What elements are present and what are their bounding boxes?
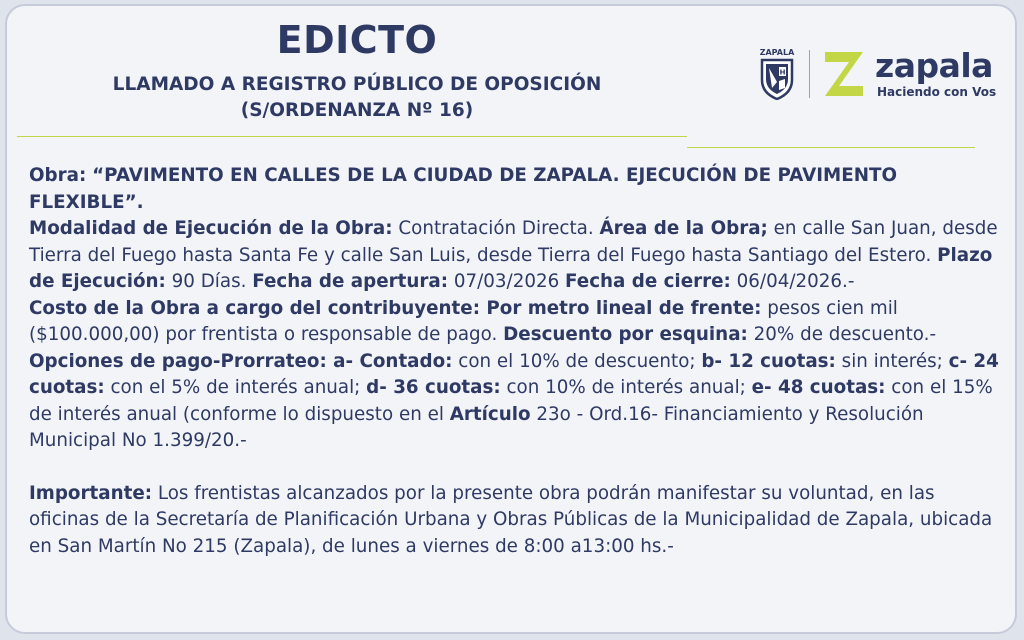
municipal-crest-icon: [759, 48, 795, 100]
option-d-label: d- 36 cuotas:: [366, 377, 501, 398]
municipality-logo: [759, 46, 999, 106]
obra-value: “PAVIMENTO EN CALLES DE LA CIUDAD DE ZAPALA. EJECUCIÓN DE PAVIMENTO FLEXIBLE”.: [29, 165, 898, 213]
edict-card: [5, 4, 1017, 634]
obra-paragraph: [29, 163, 1004, 216]
modalidad-label: Modalidad de Ejecución de la Obra:: [29, 218, 393, 239]
option-b-label: b- 12 cuotas:: [701, 350, 836, 372]
divider-right: [687, 147, 975, 148]
plazo-value: 90 Días.: [165, 271, 253, 292]
importante-paragraph: [29, 481, 1004, 561]
articulo-value: 23o - Ord.16- Financiamiento y Resolución Municipal No 1.399/20.-: [29, 403, 924, 451]
costo-value: pesos cien mil ($100.000,00) por frentista o responsable de pago.: [29, 297, 898, 345]
apertura-value: 07/03/2026: [448, 271, 566, 292]
svg-text:H: H: [779, 68, 786, 77]
brand-name: zapala: [875, 46, 993, 85]
costo-paragraph: [29, 296, 1004, 455]
articulo-label: Artículo: [449, 403, 531, 425]
costo-label: Costo de la Obra a cargo del contribuyente: Por metro lineal de frente:: [29, 297, 762, 319]
divider-left: [17, 136, 687, 137]
page-title: EDICTO: [276, 18, 438, 62]
opciones-value: con el 10% de descuento;: [452, 350, 702, 372]
importante-label: Importante:: [29, 482, 153, 504]
opciones-label: Opciones de pago-Prorrateo: a- Contado:: [29, 350, 453, 372]
area-label: Área de la Obra;: [599, 218, 768, 239]
logo-separator: [809, 50, 810, 98]
z-logo-icon: [821, 48, 867, 100]
option-c-value: con el 5% de interés anual;: [104, 377, 367, 398]
modalidad-value: Contratación Directa.: [392, 218, 600, 239]
option-c-label: c- 24 cuotas:: [29, 350, 999, 398]
option-e-label: e- 48 cuotas:: [751, 377, 886, 398]
edict-body: [29, 163, 1004, 560]
descuento-label: Descuento por esquina:: [503, 324, 748, 345]
page-subtitle: [7, 72, 707, 124]
plazo-label: Plazo de Ejecución:: [29, 244, 993, 292]
importante-value: Los frentistas alcanzados por la presente obra podrán manifestar su voluntad, en las oficinas de la Secretaría de Planificación Urbana y Obras Públicas de la Municipalidad de Zapala, ubicada en San Martín No 215 (Zapala), de lunes a viernes de 8:00 a13:00 hs.-: [29, 482, 993, 557]
subtitle-line-2: (S/ORDENANZA Nº 16): [240, 100, 474, 121]
cierre-label: Fecha de cierre:: [565, 271, 731, 292]
cierre-value: 06/04/2026.-: [730, 271, 855, 292]
option-d-value: con 10% de interés anual;: [500, 377, 752, 398]
descuento-value: 20% de descuento.-: [747, 324, 937, 345]
option-e-value: con el 15% de interés anual (conforme lo dispuesto en el: [29, 377, 993, 425]
paragraph-gap: [29, 455, 1004, 481]
modalidad-paragraph: [29, 216, 1004, 296]
option-b-value: sin interés;: [835, 350, 949, 372]
obra-label: Obra:: [29, 165, 87, 186]
apertura-label: Fecha de apertura:: [252, 271, 449, 292]
area-value: en calle San Juan, desde Tierra del Fuego hasta Santa Fe y calle San Luis, desde Tierra del Fuego hasta Santiago del Estero.: [29, 218, 998, 266]
crest-label: ZAPALA: [759, 48, 795, 57]
brand-tagline: Haciendo con Vos: [877, 85, 997, 99]
subtitle-line-1: LLAMADO A REGISTRO PÚBLICO DE OPOSICIÓN: [112, 74, 602, 95]
